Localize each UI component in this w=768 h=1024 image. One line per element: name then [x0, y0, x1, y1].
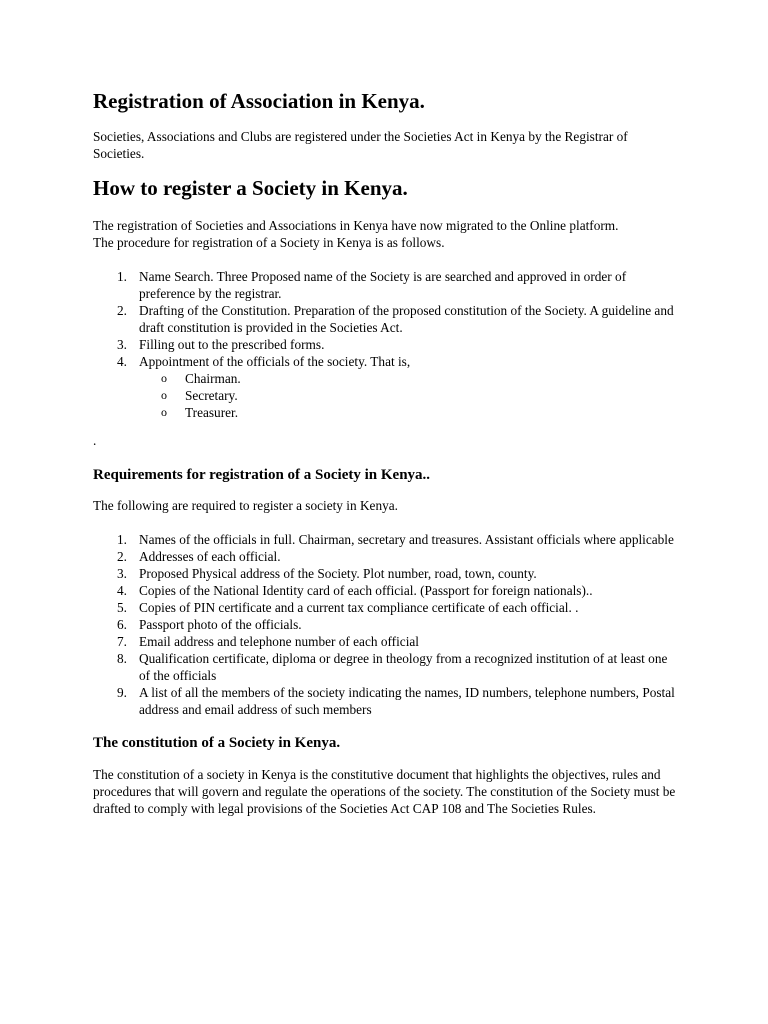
list-item — [93, 353, 678, 421]
list-item-number: 2. — [117, 549, 127, 564]
list-item — [93, 599, 678, 616]
constitution-paragraph: The constitution of a society in Kenya is the constitutive document that highlights the objectives, rules and procedures that will govern and regulate the operations of the society. The constitution of the Society must be drafted to comply with legal provisions of the Societies Act CAP 108 and The Societies Rules. — [93, 767, 676, 816]
official-item-text: Treasurer. — [185, 405, 239, 420]
list-item-number: 3. — [117, 337, 127, 352]
list-item-text: Drafting of the Constitution. Preparation of the proposed constitution of the Society. A guideline and draft constitution is provided in the Societies Act. — [139, 303, 674, 335]
page-title: Registration of Association in Kenya. — [93, 89, 425, 113]
official-item — [139, 370, 678, 387]
list-item-text: Email address and telephone number of each official — [139, 634, 419, 649]
list-item-number: 2. — [117, 303, 127, 318]
stray-period: . — [93, 433, 97, 448]
list-item — [93, 684, 678, 718]
list-item — [93, 336, 678, 353]
online-platform-paragraph: The registration of Societies and Associations in Kenya have now migrated to the Online platform. — [93, 218, 619, 233]
requirements-list — [93, 531, 678, 718]
constitution-heading: The constitution of a Society in Kenya. — [93, 735, 341, 751]
list-item-number: 8. — [117, 651, 127, 666]
list-item-number: 4. — [117, 583, 127, 598]
procedure-paragraph: The procedure for registration of a Society in Kenya is as follows. — [93, 235, 445, 250]
list-item-number: 7. — [117, 634, 127, 649]
list-item-number: 1. — [117, 269, 127, 284]
list-item-text: A list of all the members of the society indicating the names, ID numbers, telephone numbers, Postal address and email address of such members — [139, 685, 675, 717]
list-item-number: 6. — [117, 617, 127, 632]
list-item — [93, 565, 678, 582]
list-item — [93, 548, 678, 565]
list-item-text: Appointment of the officials of the society. That is, — [139, 354, 411, 369]
list-item — [93, 531, 678, 548]
requirements-intro: The following are required to register a society in Kenya. — [93, 498, 398, 513]
list-item-text: Names of the officials in full. Chairman, secretary and treasures. Assistant officials where applicable — [139, 532, 674, 547]
list-item-number: 3. — [117, 566, 127, 581]
list-item-number: 9. — [117, 685, 127, 700]
officials-list — [139, 370, 678, 421]
list-item — [93, 302, 678, 336]
section-title-how-to-register: How to register a Society in Kenya. — [93, 176, 408, 200]
bullet-icon: o — [161, 371, 167, 385]
list-item — [93, 616, 678, 633]
official-item — [139, 387, 678, 404]
intro-paragraph: Societies, Associations and Clubs are registered under the Societies Act in Kenya by the Registrar of Societies. — [93, 129, 628, 161]
list-item-text: Name Search. Three Proposed name of the Society is are searched and approved in order of preference by the registrar. — [139, 269, 627, 301]
official-item-text: Chairman. — [185, 371, 241, 386]
list-item — [93, 633, 678, 650]
list-item-number: 5. — [117, 600, 127, 615]
list-item — [93, 582, 678, 599]
list-item-text: Qualification certificate, diploma or degree in theology from a recognized institution of at least one of the officials — [139, 651, 668, 683]
list-item-text: Filling out to the prescribed forms. — [139, 337, 325, 352]
official-item-text: Secretary. — [185, 388, 238, 403]
list-item-number: 4. — [117, 354, 127, 369]
list-item-text: Proposed Physical address of the Society. Plot number, road, town, county. — [139, 566, 537, 581]
bullet-icon: o — [161, 405, 167, 419]
list-item — [93, 650, 678, 684]
list-item-text: Passport photo of the officials. — [139, 617, 302, 632]
list-item-text: Copies of PIN certificate and a current tax compliance certificate of each official. . — [139, 600, 579, 615]
list-item-number: 1. — [117, 532, 127, 547]
list-item-text: Copies of the National Identity card of each official. (Passport for foreign nationals).. — [139, 583, 593, 598]
official-item — [139, 404, 678, 421]
list-item-text: Addresses of each official. — [139, 549, 281, 564]
requirements-heading: Requirements for registration of a Society in Kenya.. — [93, 467, 431, 483]
procedure-steps-list — [93, 268, 678, 421]
list-item — [93, 268, 678, 302]
bullet-icon: o — [161, 388, 167, 402]
